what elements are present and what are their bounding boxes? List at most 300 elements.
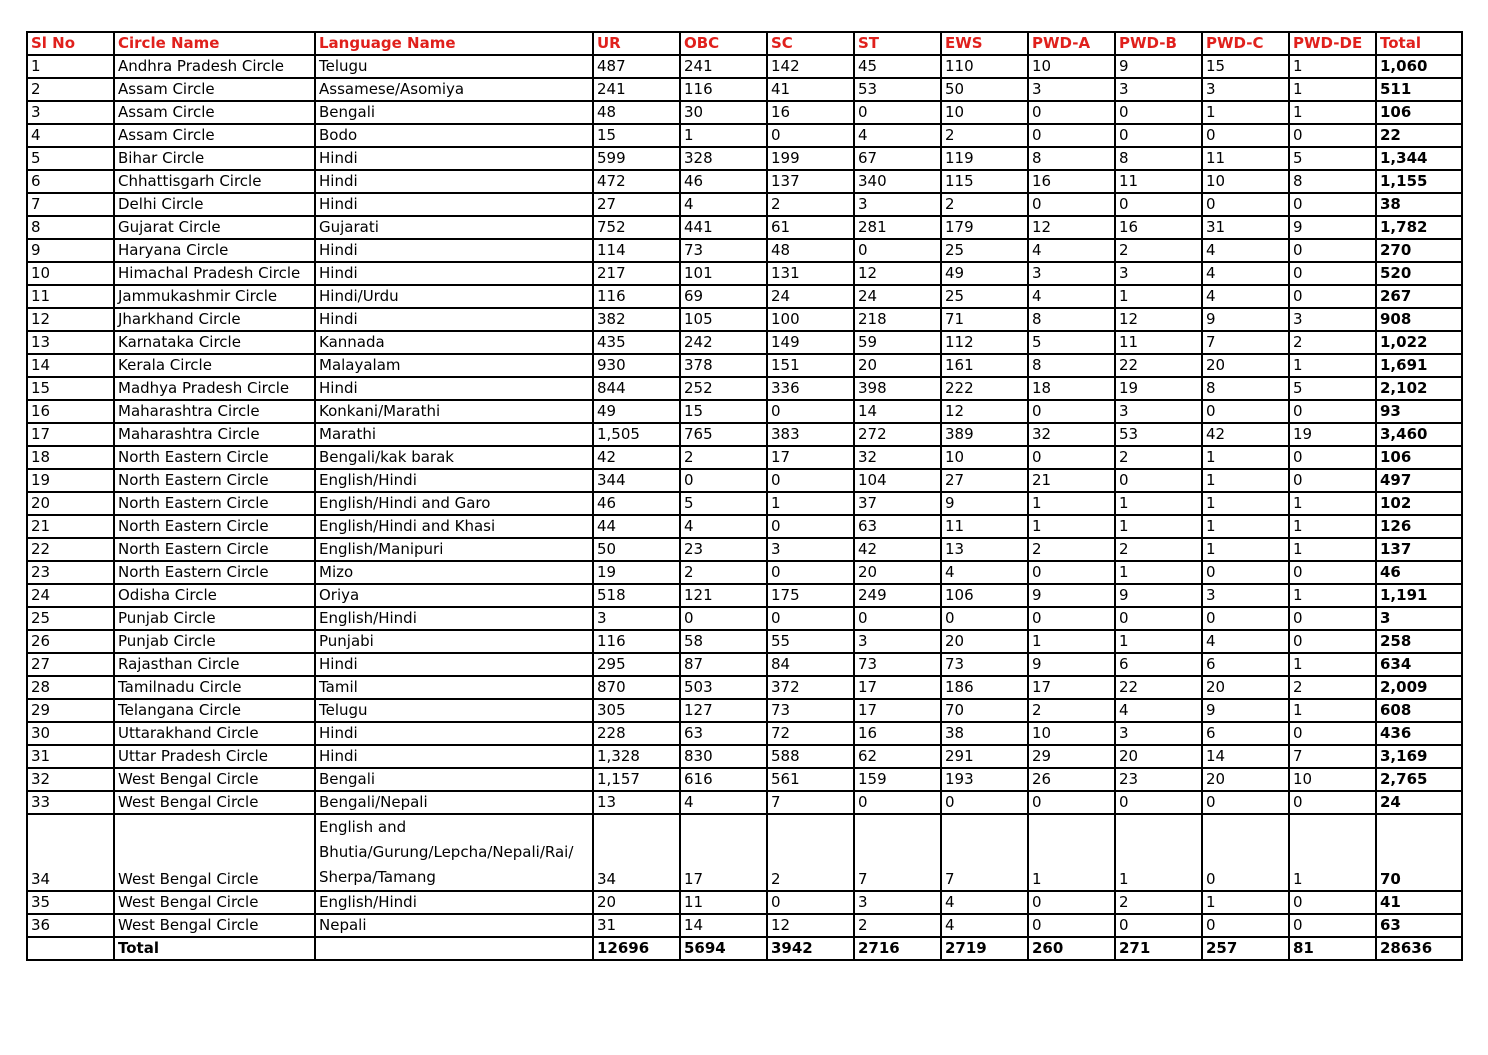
table-row	[27, 262, 1462, 285]
table-row	[27, 193, 1462, 216]
table-cell: English/Hindi	[315, 891, 593, 914]
table-cell: 23	[680, 538, 767, 561]
table-cell: 20	[27, 492, 114, 515]
table-cell: 1	[1202, 101, 1289, 124]
table-cell: Bengali/Nepali	[315, 791, 593, 814]
table-cell: Assamese/Asomiya	[315, 78, 593, 101]
table-cell: Assam Circle	[114, 101, 315, 124]
table-cell: 13	[593, 791, 680, 814]
table-cell: 7	[1289, 745, 1376, 768]
table-cell: 2	[27, 78, 114, 101]
table-cell: 1	[1289, 492, 1376, 515]
table-cell: 241	[680, 55, 767, 78]
table-cell: 15	[593, 124, 680, 147]
table-cell: 48	[593, 101, 680, 124]
row-total-cell: 270	[1376, 239, 1462, 262]
table-cell: 20	[854, 354, 941, 377]
table-cell: 149	[767, 331, 854, 354]
table-cell: Oriya	[315, 584, 593, 607]
table-cell: 46	[680, 170, 767, 193]
row-total-cell: 93	[1376, 400, 1462, 423]
table-cell: 4	[27, 124, 114, 147]
table-cell: 199	[767, 147, 854, 170]
table-cell: English/Hindi and Khasi	[315, 515, 593, 538]
table-cell: 32	[1028, 423, 1115, 446]
table-cell: 4	[1202, 239, 1289, 262]
table-cell: 33	[27, 791, 114, 814]
table-cell: 16	[27, 400, 114, 423]
row-total-cell: 41	[1376, 891, 1462, 914]
table-cell: 0	[1202, 124, 1289, 147]
table-cell: 73	[767, 699, 854, 722]
table-cell: 30	[27, 722, 114, 745]
table-cell: 63	[854, 515, 941, 538]
table-cell: 242	[680, 331, 767, 354]
table-cell: 0	[1115, 193, 1202, 216]
table-cell: 19	[1289, 423, 1376, 446]
table-row	[27, 400, 1462, 423]
table-cell: 1	[1115, 814, 1202, 891]
table-cell: 161	[941, 354, 1028, 377]
table-cell: Hindi	[315, 377, 593, 400]
table-cell: 9	[1028, 584, 1115, 607]
table-cell: 0	[767, 469, 854, 492]
table-cell: 29	[27, 699, 114, 722]
total-cell: 2719	[941, 937, 1028, 960]
table-row	[27, 607, 1462, 630]
table-cell: Maharashtra Circle	[114, 400, 315, 423]
table-cell: 241	[593, 78, 680, 101]
table-cell: 5	[680, 492, 767, 515]
table-row	[27, 101, 1462, 124]
row-total-cell: 2,009	[1376, 676, 1462, 699]
table-cell: 9	[1115, 584, 1202, 607]
table-cell: 87	[680, 653, 767, 676]
table-cell: 0	[1289, 239, 1376, 262]
row-total-cell: 3,460	[1376, 423, 1462, 446]
table-cell: 0	[1289, 400, 1376, 423]
table-cell: 12	[27, 308, 114, 331]
column-header: OBC	[680, 32, 767, 55]
table-cell: 2	[1115, 446, 1202, 469]
table-row	[27, 147, 1462, 170]
table-cell: 252	[680, 377, 767, 400]
table-cell: Jharkhand Circle	[114, 308, 315, 331]
table-cell: 1	[1115, 515, 1202, 538]
table-cell: 137	[767, 170, 854, 193]
table-cell: 9	[1115, 55, 1202, 78]
table-cell: 0	[854, 791, 941, 814]
table-cell: 11	[1115, 170, 1202, 193]
table-cell: 13	[941, 538, 1028, 561]
table-cell: 15	[680, 400, 767, 423]
table-cell: 11	[27, 285, 114, 308]
table-cell: 291	[941, 745, 1028, 768]
table-cell: 0	[1289, 561, 1376, 584]
row-total-cell: 2,765	[1376, 768, 1462, 791]
table-cell: 0	[1115, 469, 1202, 492]
table-cell: 0	[941, 791, 1028, 814]
table-cell: 588	[767, 745, 854, 768]
table-cell: 4	[1202, 285, 1289, 308]
table-cell: 32	[27, 768, 114, 791]
total-cell	[27, 937, 114, 960]
table-cell: 61	[767, 216, 854, 239]
table-cell: 2	[767, 193, 854, 216]
table-cell: 19	[593, 561, 680, 584]
total-cell: Total	[114, 937, 315, 960]
table-cell: 10	[1028, 55, 1115, 78]
table-cell: 53	[1115, 423, 1202, 446]
column-header: Total	[1376, 32, 1462, 55]
row-total-cell: 497	[1376, 469, 1462, 492]
table-cell: 3	[1115, 400, 1202, 423]
table-cell: Marathi	[315, 423, 593, 446]
table-cell: Bengali	[315, 101, 593, 124]
table-cell: 0	[854, 607, 941, 630]
table-cell: Kerala Circle	[114, 354, 315, 377]
table-cell: 0	[1289, 262, 1376, 285]
table-row	[27, 561, 1462, 584]
table-cell: 0	[767, 515, 854, 538]
table-cell: 1	[1202, 538, 1289, 561]
table-row	[27, 216, 1462, 239]
table-cell: 25	[941, 239, 1028, 262]
table-cell: 2	[854, 914, 941, 937]
table-cell: 0	[1115, 607, 1202, 630]
table-cell: 0	[1202, 814, 1289, 891]
table-cell: Punjab Circle	[114, 630, 315, 653]
table-cell: 1,157	[593, 768, 680, 791]
row-total-cell: 1,191	[1376, 584, 1462, 607]
table-cell: 1	[1028, 814, 1115, 891]
row-total-cell: 2,102	[1376, 377, 1462, 400]
table-cell: 6	[1202, 653, 1289, 676]
row-total-cell: 137	[1376, 538, 1462, 561]
table-row	[27, 354, 1462, 377]
table-cell: Telangana Circle	[114, 699, 315, 722]
table-cell: Gujarat Circle	[114, 216, 315, 239]
table-cell: 4	[680, 791, 767, 814]
table-cell: 18	[27, 446, 114, 469]
table-row	[27, 285, 1462, 308]
table-cell: 10	[941, 446, 1028, 469]
table-cell: 24	[767, 285, 854, 308]
table-cell: 1	[1115, 561, 1202, 584]
table-cell: 328	[680, 147, 767, 170]
table-cell: 55	[767, 630, 854, 653]
table-cell: 0	[1115, 124, 1202, 147]
table-cell: 3	[1289, 308, 1376, 331]
table-row	[27, 377, 1462, 400]
table-cell: 1	[1289, 699, 1376, 722]
row-total-cell: 908	[1376, 308, 1462, 331]
vacancy-table-container	[26, 31, 1463, 961]
row-total-cell: 102	[1376, 492, 1462, 515]
table-cell: 10	[1028, 722, 1115, 745]
table-cell: 340	[854, 170, 941, 193]
table-cell: 119	[941, 147, 1028, 170]
table-cell: 23	[27, 561, 114, 584]
table-cell: 487	[593, 55, 680, 78]
table-cell: 1	[1289, 584, 1376, 607]
table-cell: English/Hindi	[315, 469, 593, 492]
table-cell: 228	[593, 722, 680, 745]
table-cell: 0	[1289, 469, 1376, 492]
table-cell: 3	[854, 630, 941, 653]
table-cell: Karnataka Circle	[114, 331, 315, 354]
table-cell: Assam Circle	[114, 124, 315, 147]
table-cell: 112	[941, 331, 1028, 354]
table-cell: Tamil	[315, 676, 593, 699]
table-cell: 844	[593, 377, 680, 400]
vacancy-table	[26, 31, 1463, 961]
table-cell: 0	[767, 607, 854, 630]
row-total-cell: 1,344	[1376, 147, 1462, 170]
table-cell: 7	[854, 814, 941, 891]
table-cell: 4	[680, 515, 767, 538]
table-cell: 31	[593, 914, 680, 937]
table-cell: West Bengal Circle	[114, 814, 315, 891]
row-total-cell: 1,060	[1376, 55, 1462, 78]
table-cell: 0	[1028, 193, 1115, 216]
table-cell: 389	[941, 423, 1028, 446]
table-cell: 8	[1028, 147, 1115, 170]
table-cell: 20	[1202, 354, 1289, 377]
table-cell: 441	[680, 216, 767, 239]
table-cell: 2	[1289, 331, 1376, 354]
table-cell: 0	[1289, 722, 1376, 745]
table-cell: 16	[767, 101, 854, 124]
table-cell: 22	[1115, 354, 1202, 377]
table-cell: 1	[1202, 492, 1289, 515]
column-header: EWS	[941, 32, 1028, 55]
table-cell: 73	[680, 239, 767, 262]
table-cell: 1	[1289, 538, 1376, 561]
table-cell: Maharashtra Circle	[114, 423, 315, 446]
table-cell: 116	[680, 78, 767, 101]
table-cell: 5	[27, 147, 114, 170]
table-cell: 23	[1115, 768, 1202, 791]
table-cell: 2	[1289, 676, 1376, 699]
table-cell: 4	[1028, 239, 1115, 262]
table-cell: 1	[1202, 515, 1289, 538]
table-cell: 281	[854, 216, 941, 239]
table-cell: 2	[941, 193, 1028, 216]
table-cell: 114	[593, 239, 680, 262]
table-cell: 48	[767, 239, 854, 262]
column-header: PWD-A	[1028, 32, 1115, 55]
table-cell: 16	[854, 722, 941, 745]
row-total-cell: 258	[1376, 630, 1462, 653]
table-cell: 830	[680, 745, 767, 768]
table-cell: 186	[941, 676, 1028, 699]
table-cell: Hindi	[315, 170, 593, 193]
table-cell: 24	[27, 584, 114, 607]
table-cell: West Bengal Circle	[114, 914, 315, 937]
table-header	[27, 32, 1462, 55]
table-row	[27, 515, 1462, 538]
table-cell: 101	[680, 262, 767, 285]
table-cell: 73	[854, 653, 941, 676]
table-cell: 63	[680, 722, 767, 745]
table-cell: 17	[1028, 676, 1115, 699]
table-cell: 0	[767, 891, 854, 914]
table-row	[27, 745, 1462, 768]
column-header: Language Name	[315, 32, 593, 55]
table-cell: 27	[941, 469, 1028, 492]
table-cell: 73	[941, 653, 1028, 676]
table-cell: 31	[27, 745, 114, 768]
table-cell: 599	[593, 147, 680, 170]
table-cell: Punjabi	[315, 630, 593, 653]
table-cell: Hindi/Urdu	[315, 285, 593, 308]
table-cell: 378	[680, 354, 767, 377]
table-cell: 1	[1202, 446, 1289, 469]
table-cell: 0	[1289, 607, 1376, 630]
table-cell: 4	[854, 124, 941, 147]
table-cell: 0	[1202, 193, 1289, 216]
table-cell: 4	[941, 914, 1028, 937]
table-cell: 20	[854, 561, 941, 584]
table-cell: 0	[1115, 101, 1202, 124]
table-cell: 100	[767, 308, 854, 331]
table-cell: 0	[1028, 891, 1115, 914]
table-cell: 14	[1202, 745, 1289, 768]
table-row	[27, 469, 1462, 492]
table-cell: 3	[1028, 78, 1115, 101]
table-cell: Malayalam	[315, 354, 593, 377]
table-cell: 5	[1028, 331, 1115, 354]
total-cell: 2716	[854, 937, 941, 960]
table-cell: Bihar Circle	[114, 147, 315, 170]
table-cell: 1	[1289, 78, 1376, 101]
table-cell: 1	[1028, 515, 1115, 538]
row-total-cell: 63	[1376, 914, 1462, 937]
table-cell: 21	[1028, 469, 1115, 492]
table-cell: 0	[1028, 791, 1115, 814]
table-cell: 116	[593, 630, 680, 653]
table-cell: 1	[1289, 814, 1376, 891]
total-cell: 12696	[593, 937, 680, 960]
row-total-cell: 126	[1376, 515, 1462, 538]
table-cell: 0	[1289, 630, 1376, 653]
table-cell: 29	[1028, 745, 1115, 768]
table-cell: English/Hindi	[315, 607, 593, 630]
table-cell: 0	[1289, 285, 1376, 308]
table-cell: 1	[1202, 891, 1289, 914]
table-cell: 0	[1202, 914, 1289, 937]
row-total-cell: 1,691	[1376, 354, 1462, 377]
table-cell: 20	[593, 891, 680, 914]
table-cell: 4	[941, 561, 1028, 584]
table-cell: 344	[593, 469, 680, 492]
table-cell: 11	[1115, 331, 1202, 354]
table-cell: Bodo	[315, 124, 593, 147]
table-cell: 116	[593, 285, 680, 308]
table-cell: 1	[1028, 630, 1115, 653]
table-cell: Uttar Pradesh Circle	[114, 745, 315, 768]
table-cell: 12	[1115, 308, 1202, 331]
table-row	[27, 124, 1462, 147]
table-cell: Mizo	[315, 561, 593, 584]
table-cell: 16	[1028, 170, 1115, 193]
table-cell: Himachal Pradesh Circle	[114, 262, 315, 285]
table-row	[27, 676, 1462, 699]
table-cell: Assam Circle	[114, 78, 315, 101]
table-row	[27, 584, 1462, 607]
table-cell: 19	[1115, 377, 1202, 400]
table-cell: 2	[941, 124, 1028, 147]
table-cell: 765	[680, 423, 767, 446]
table-cell: 2	[1028, 538, 1115, 561]
table-cell: 0	[1289, 891, 1376, 914]
table-cell: 42	[1202, 423, 1289, 446]
table-cell: 13	[27, 331, 114, 354]
table-cell: 4	[680, 193, 767, 216]
table-cell: 0	[854, 239, 941, 262]
table-cell: 1	[1115, 285, 1202, 308]
table-cell: 46	[593, 492, 680, 515]
table-cell: 3	[1202, 78, 1289, 101]
table-cell: 36	[27, 914, 114, 937]
table-cell: 20	[1115, 745, 1202, 768]
table-cell: 17	[767, 446, 854, 469]
table-row	[27, 630, 1462, 653]
table-cell: Jammukashmir Circle	[114, 285, 315, 308]
row-total-cell: 267	[1376, 285, 1462, 308]
table-cell: 222	[941, 377, 1028, 400]
table-cell: 131	[767, 262, 854, 285]
table-cell: 503	[680, 676, 767, 699]
table-cell: 272	[854, 423, 941, 446]
table-cell: 127	[680, 699, 767, 722]
table-cell: 9	[1289, 216, 1376, 239]
table-cell: 870	[593, 676, 680, 699]
table-cell: Madhya Pradesh Circle	[114, 377, 315, 400]
table-cell: 12	[1028, 216, 1115, 239]
table-cell: 159	[854, 768, 941, 791]
table-cell: 295	[593, 653, 680, 676]
row-total-cell: 1,022	[1376, 331, 1462, 354]
column-header: UR	[593, 32, 680, 55]
table-row	[27, 791, 1462, 814]
header-row	[27, 32, 1462, 55]
table-cell: 1	[1289, 55, 1376, 78]
table-cell: 0	[1289, 914, 1376, 937]
table-cell: 1	[1115, 492, 1202, 515]
table-cell: North Eastern Circle	[114, 515, 315, 538]
table-cell: 41	[767, 78, 854, 101]
table-cell: 2	[767, 814, 854, 891]
table-cell: Tamilnadu Circle	[114, 676, 315, 699]
table-row	[27, 239, 1462, 262]
table-cell: 0	[767, 400, 854, 423]
row-total-cell: 520	[1376, 262, 1462, 285]
table-cell: 2	[680, 446, 767, 469]
table-cell: Nepali	[315, 914, 593, 937]
table-cell: 49	[593, 400, 680, 423]
table-cell: 1	[1202, 469, 1289, 492]
table-cell: 69	[680, 285, 767, 308]
table-cell: 34	[27, 814, 114, 891]
table-row	[27, 891, 1462, 914]
table-row	[27, 653, 1462, 676]
table-cell: 67	[854, 147, 941, 170]
table-cell: 0	[1202, 400, 1289, 423]
table-cell: 7	[941, 814, 1028, 891]
table-cell: Telugu	[315, 55, 593, 78]
